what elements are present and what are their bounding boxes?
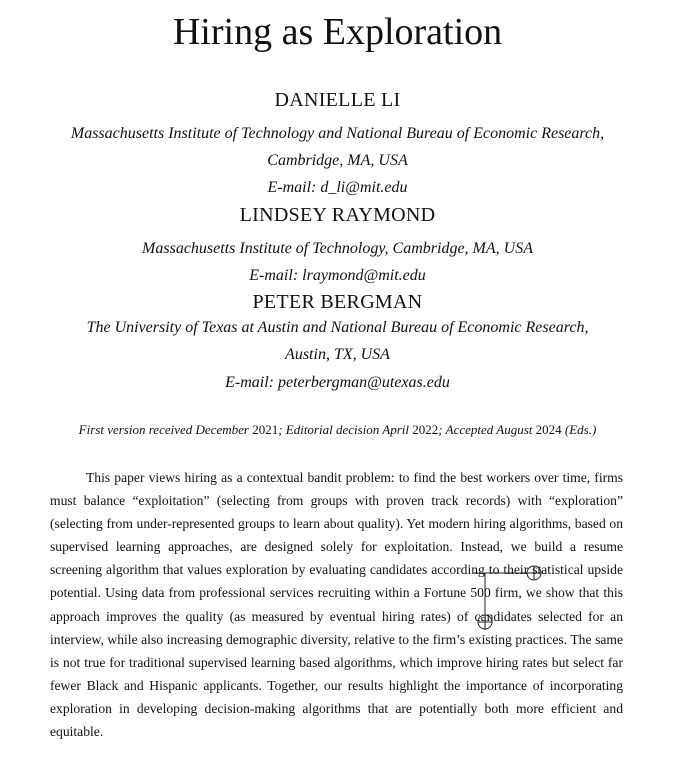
publication-history [0,421,675,439]
author-email-2: E-mail: lraymond@mit.edu [249,267,426,284]
history-accepted-label: ; Accepted August [438,422,536,437]
crosshair-cursor-icon [474,560,544,635]
author-email-1: E-mail: d_li@mit.edu [267,179,408,196]
history-decision-label: ; Editorial decision April [278,422,413,437]
author-affiliation-2-line-1: Massachusetts Institute of Technology, Cambridge, MA, USA [142,240,533,257]
abstract-paragraph: This paper views hiring as a contextual bandit problem: to find the best workers over time, firms must balance “exploitation” (selecting from groups with proven track records) with “exploration” (selecting from under-represented groups to learn about quality). Yet modern hiring algorithms, based on supervised learning approaches, are designed solely for exploitation. Instead, we build a resume screening algorithm that values exploration by evaluating candidates according to their statistical upside potential. Using data from professional services recruiting within a Fortune 500 firm, we show that this approach improves the quality (as measured by eventual hiring rates) of candidates selected for an interview, while also increasing demographic diversity, relative to the firm’s existing practices. The same is not true for traditional supervised learning based algorithms, which improve hiring rates but select far fewer Black and Hispanic applicants. Together, our results highlight the importance of incorporating exploration in developing decision-making algorithms that are potentially both more efficient and equitable. [50,470,623,740]
author-affiliation-1-line-2: Cambridge, MA, USA [267,152,408,169]
author-affiliation-3-line-1: The University of Texas at Austin and National Bureau of Economic Research, [86,319,589,336]
history-first-label: First version received December [78,422,253,437]
history-first-year: 2021 [252,422,279,437]
author-affiliation-1-line-1: Massachusetts Institute of Technology and National Bureau of Economic Research, [70,125,605,142]
author-name-1: DANIELLE LI [274,89,401,111]
history-decision-year: 2022 [412,422,439,437]
author-name-3: PETER BERGMAN [252,291,423,313]
author-name-2: LINDSEY RAYMOND [239,204,436,226]
author-email-3: E-mail: peterbergman@utexas.edu [225,374,450,391]
paper-title: Hiring as Exploration [172,11,503,53]
author-affiliation-3-line-2: Austin, TX, USA [285,346,390,363]
history-accepted-year: 2024 [535,422,562,437]
history-eds: (Eds.) [561,422,597,437]
